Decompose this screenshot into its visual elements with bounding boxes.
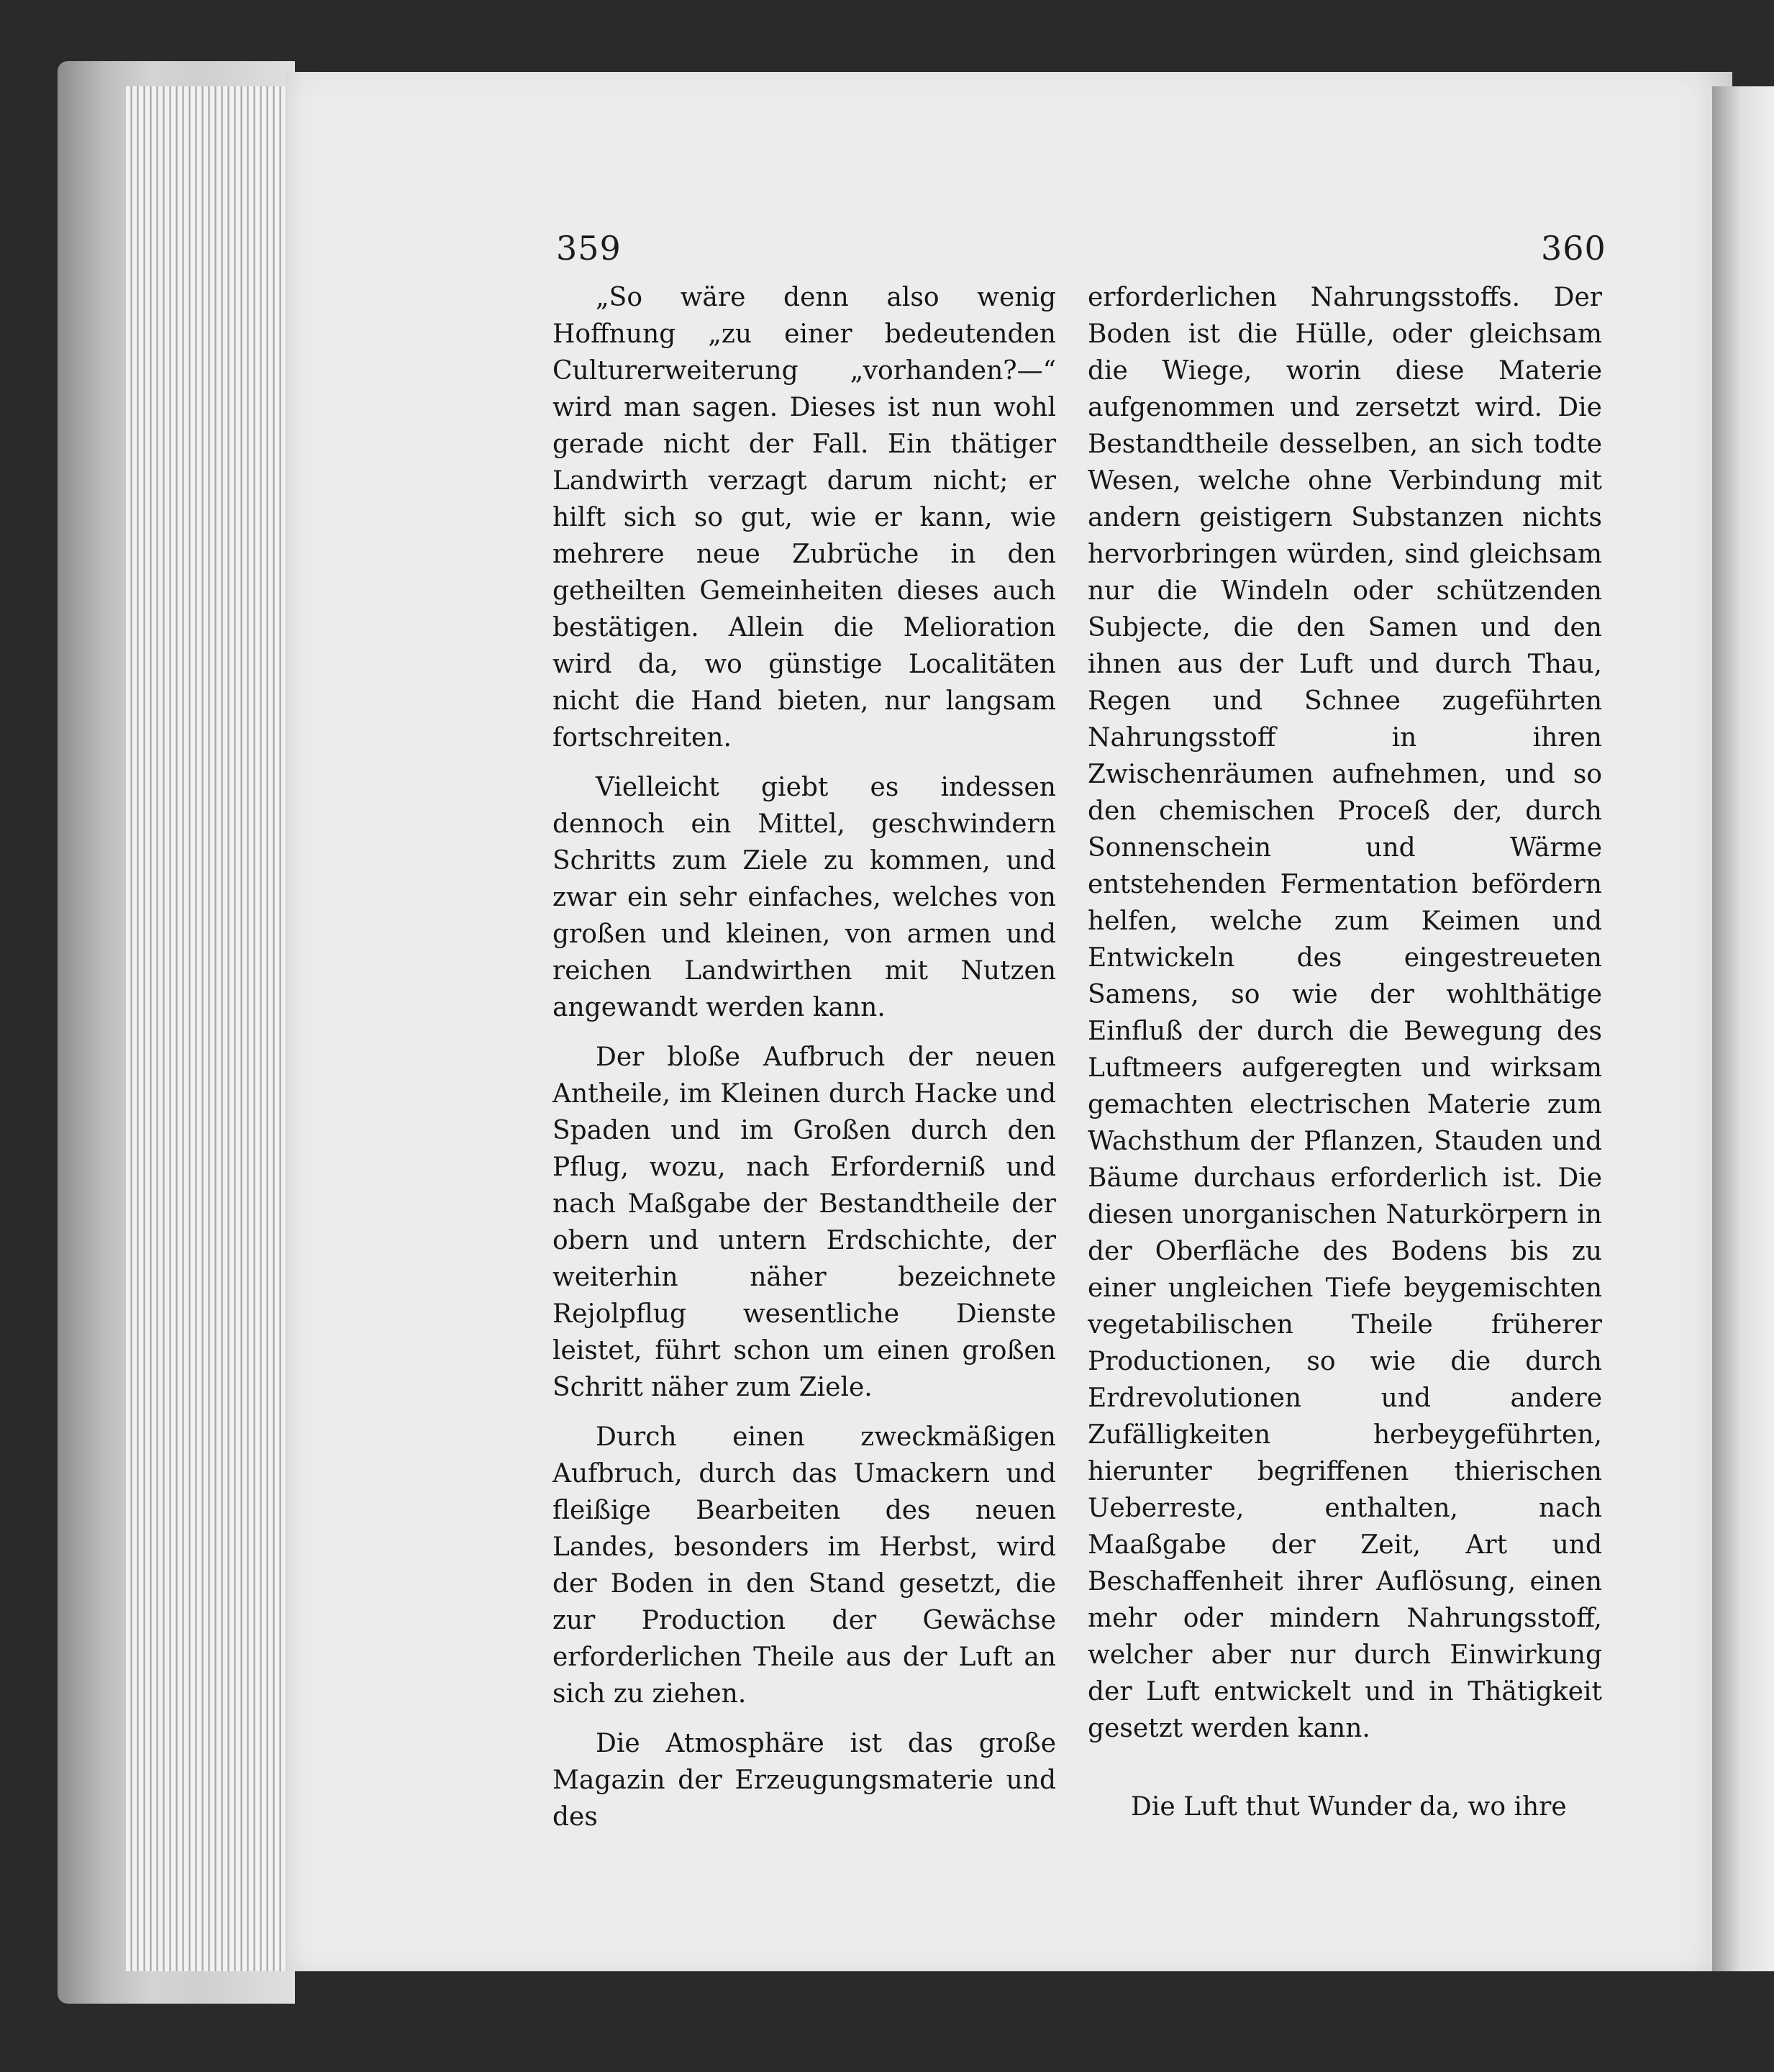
paragraph: Vielleicht giebt es indessen dennoch ein Mittel, geschwindern Schritts zum Ziele zu kommen, und zwar ein sehr einfaches, welches von großen und kleinen, von armen und reichen Landwirthen mit Nutzen angewandt werden kann. [552, 773, 1056, 1022]
paragraph: Durch einen zweckmäßigen Aufbruch, durch das Umackern und fleißige Bearbeiten des neuen Landes, besonders im Herbst, wird der Boden in den Stand gesetzt, die zur Production der Gewächse erforderlichen Theile aus der Luft an sich zu ziehen. [552, 1422, 1056, 1709]
next-page-gutter [1712, 86, 1774, 1971]
text-column-left [552, 279, 1056, 1848]
page-number-left: 359 [556, 229, 622, 268]
paragraph: erforderlichen Nahrungsstoffs. Der Boden ist die Hülle, oder gleichsam die Wiege, worin diese Materie aufgenommen und zersetzt wird. Die Bestandtheile desselben, an sich todte Wesen, welche ohne Verbindung mit andern geistigern Substanzen nichts hervorbringen würden, sind gleichsam nur die Windeln oder schützenden Subjecte, die den Samen und den ihnen aus der Luft und durch Thau, Regen und Schnee zugeführten Nahrungsstoff in ihren Zwischenräumen aufnehmen, und so den chemischen Proceß der, durch Sonnenschein und Wärme entstehenden Fermentation befördern helfen, welche zum Keimen und Entwickeln des eingestreueten Samens, so wie der wohlthätige Einfluß der durch die Bewegung des Luftmeers aufgeregten und wirksam gemachten electrischen Materie zum Wachsthum der Pflanzen, Stauden und Bäume durchaus erforderlich ist. Die diesen unorganischen Naturkörpern in der Oberfläche des Bodens bis zu einer ungleichen Tiefe beygemischten vegetabilischen Theile früherer Productionen, so wie die durch Erdrevolutionen und andere Zufälligkeiten herbeygeführten, hierunter begriffenen thierischen Ueberreste, enthalten, nach Maaßgabe der Zeit, Art und Beschaffenheit ihrer Auflösung, einen mehr oder mindern Nahrungsstoff, welcher aber nur durch Einwirkung der Luft entwickelt und in Thätigkeit gesetzt werden kann. [1088, 283, 1602, 1743]
text-column-right [1088, 279, 1602, 1838]
page-edges [126, 86, 291, 1971]
paragraph: Die Atmosphäre ist das große Magazin der Erzeugungsmaterie und des [552, 1729, 1056, 1832]
paragraph: „So wäre denn also wenig Hoffnung „zu einer bedeutenden Culturerweiterung „vorhanden?—“ wird man sagen. Dieses ist nun wohl gerade nicht der Fall. Ein thätiger Landwirth verzagt darum nicht; er hilft sich so gut, wie er kann, wie mehrere neue Zubrüche in den getheilten Gemeinheiten dieses auch bestätigen. Allein die Melioration wird da, wo günstige Localitäten nicht die Hand bieten, nur langsam fortschreiten. [552, 283, 1056, 753]
paragraph: Die Luft thut Wunder da, wo ihre [1131, 1792, 1567, 1822]
paragraph: Der bloße Aufbruch der neuen Antheile, im Kleinen durch Hacke und Spaden und im Großen durch den Pflug, wozu, nach Erforderniß und nach Maßgabe der Bestandtheile der obern und untern Erdschichte, der weiterhin näher bezeichnete Rejolpflug wesentliche Dienste leistet, führt schon um einen großen Schritt näher zum Ziele. [552, 1042, 1056, 1402]
page-number-right: 360 [1541, 229, 1606, 268]
